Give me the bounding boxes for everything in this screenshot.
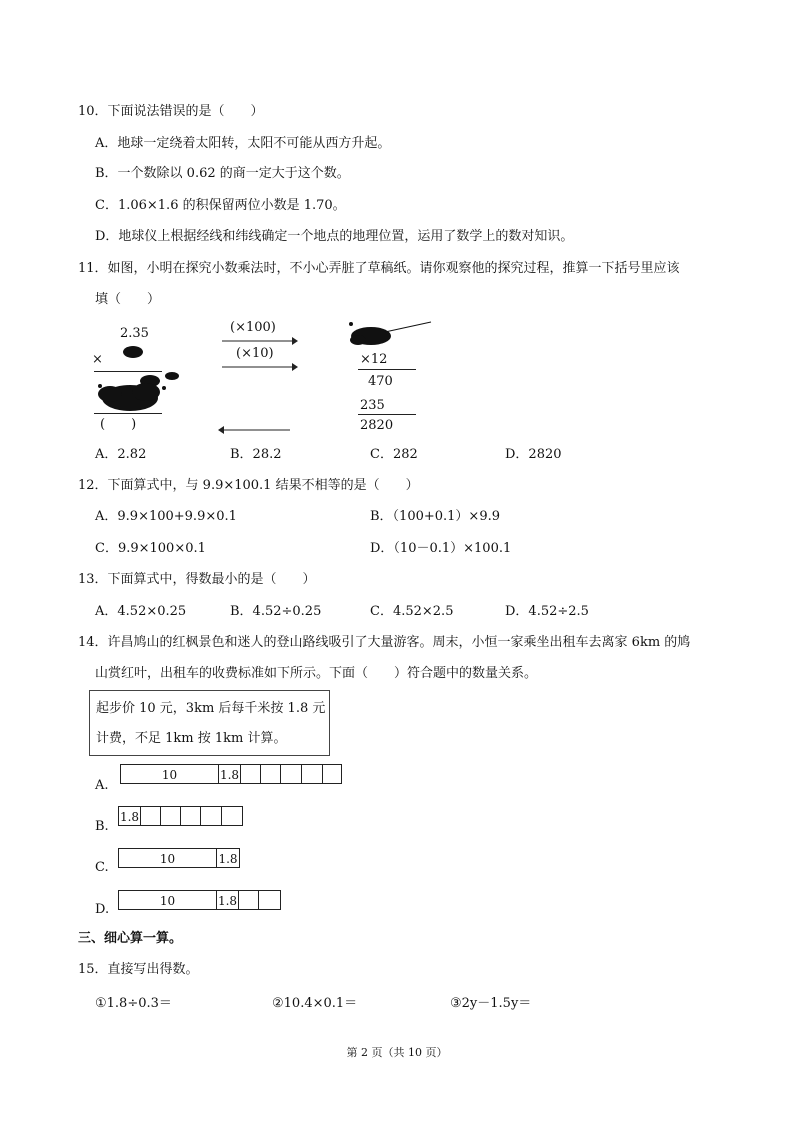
q10-option-b: B．一个数除以 0.62 的商一定大于这个数。 [95,166,350,181]
q11-option-c: C．282 [370,447,418,462]
cell-1.8: 1.8 [119,807,141,825]
q15-stem: 15．直接写出得数。 [78,962,199,977]
left-line-1 [94,371,162,372]
q14-option-c-label: C. [95,860,109,875]
q14-option-d-label: D. [95,902,110,917]
q11-option-a: A．2.82 [95,447,147,462]
q14-option-a-label: A. [95,778,109,793]
q13-option-a: A．4.52×0.25 [95,604,187,619]
q12-option-b: B．（100+0.1）×9.9 [370,509,501,524]
right-arrow-1 [222,336,298,346]
q14-option-a-strip [120,764,342,784]
q11-stem-line2: 填（ ） [95,292,161,307]
q11-figure [88,318,448,438]
q14-option-b-label: B. [95,819,109,834]
right-line-2 [358,414,416,415]
q12-option-a: A．9.9×100+9.9×0.1 [95,509,237,524]
q13-option-b: B．4.52÷0.25 [230,604,322,619]
right-times-12: ×12 [360,352,388,367]
q14-option-b-strip [118,806,243,826]
cell-1.8: 1.8 [218,852,238,866]
q15-item-2: ②10.4×0.1＝ [272,996,358,1011]
left-answer-paren: ( ) [100,417,137,432]
fare-rule-box [89,690,330,756]
left-arrow [218,425,294,435]
q11-option-b: B．28.2 [230,447,282,462]
cell-10: 10 [119,849,217,867]
fare-rule-line2: 计费，不足 1km 按 1km 计算。 [96,731,287,746]
cell-empty [181,807,201,825]
q12-option-c: C．9.9×100×0.1 [95,541,206,556]
q15-item-3: ③2y－1.5y＝ [450,996,532,1011]
q13-option-c: C．4.52×2.5 [370,604,454,619]
cell-10: 10 [121,765,219,783]
q14-option-d-strip [118,890,281,910]
q10-stem: 10．下面说法错误的是（ ） [78,104,264,119]
q11-stem-line1: 11．如图，小明在探究小数乘法时，不小心弄脏了草稿纸。请你观察他的探究过程，推算一下括号里应该 [78,261,680,276]
cell-empty [201,807,222,825]
ink-blots-left [88,318,198,428]
cell-empty [239,891,259,909]
cell-1.8: 1.8 [217,891,239,909]
q13-stem: 13．下面算式中，得数最小的是（ ） [78,572,316,587]
q10-option-a: A．地球一定绕着太阳转，太阳不可能从西方升起。 [95,136,391,151]
right-partial-1: 470 [368,374,393,389]
q12-option-d: D．（10－0.1）×100.1 [370,541,512,556]
q10-option-d: D．地球仪上根据经线和纬线确定一个地点的地理位置，运用了数学上的数对知识。 [95,229,574,244]
right-line-1 [358,369,416,370]
right-partial-2: 235 [360,398,385,413]
fare-rule-line1: 起步价 10 元，3km 后每千米按 1.8 元 [96,701,326,716]
q15-item-1: ①1.8÷0.3＝ [95,996,172,1011]
right-arrow-2 [222,362,298,372]
cell-empty [241,765,261,783]
q14-option-c-strip [118,848,240,868]
cell-empty [302,765,323,783]
q13-option-d: D．4.52÷2.5 [505,604,589,619]
q14-stem-line1: 14．许昌鸠山的红枫景色和迷人的登山路线吸引了大量游客。周末，小恒一家乘坐出租车去离家 6km 的鸠 [78,635,691,650]
left-times-sign: × [92,352,103,367]
cell-empty [261,765,281,783]
cell-10: 10 [119,891,217,909]
right-result: 2820 [360,418,394,433]
left-line-2 [94,413,162,414]
cell-empty [281,765,302,783]
q10-option-c: C．1.06×1.6 的积保留两位小数是 1.70。 [95,198,346,213]
page-footer: 第 2 页（共 10 页） [346,1046,448,1059]
ink-blot-right [343,318,443,350]
cell-empty [161,807,181,825]
cell-1.8: 1.8 [219,765,241,783]
arrow-label-x100: (×100) [230,320,276,335]
section-3-heading: 三、细心算一算。 [78,931,183,946]
arrow-label-x10: (×10) [236,346,274,361]
left-factor: 2.35 [120,326,149,341]
q11-option-d: D．2820 [505,447,562,462]
cell-empty [141,807,161,825]
q14-stem-line2: 山赏红叶，出租车的收费标准如下所示。下面（ ）符合题中的数量关系。 [95,666,538,681]
q12-stem: 12．下面算式中，与 9.9×100.1 结果不相等的是（ ） [78,478,419,493]
